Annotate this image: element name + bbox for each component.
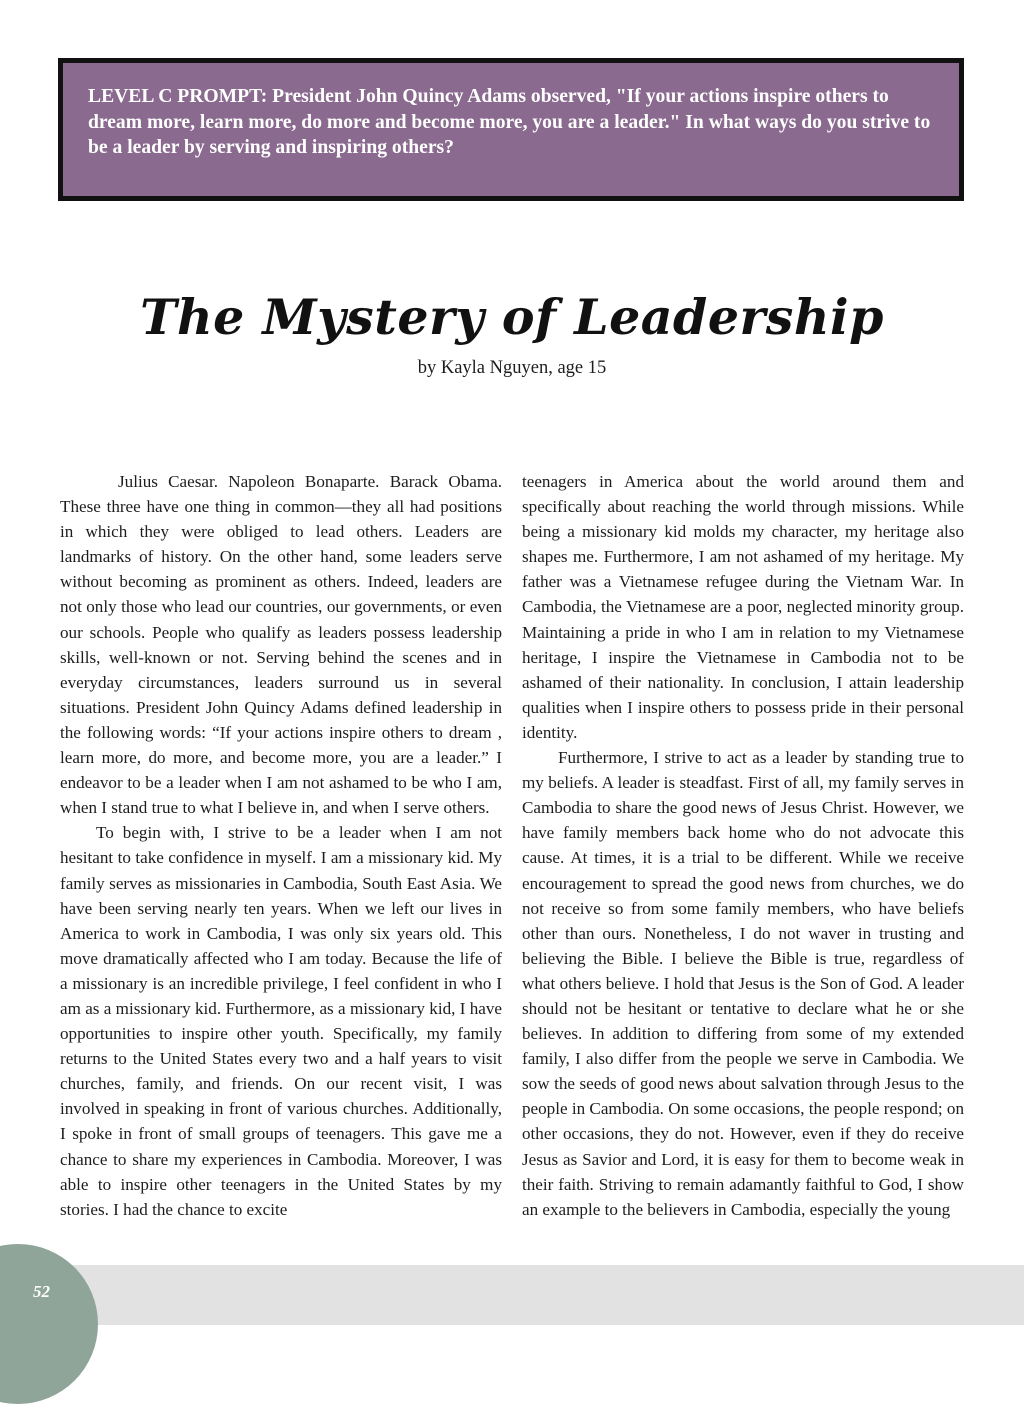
footer-bar bbox=[0, 1265, 1024, 1325]
paragraph-intro: Julius Caesar. Napoleon Bonaparte. Barack Obama. These three have one thing in common—they all had positions in which they were obliged to lead others. Leaders are landmarks of history. On the other hand, some leaders serve without becoming as prominent as others. Indeed, leaders are not only those who lead our countries, our governments, or even our schools. People who qualify as leaders possess leadership skills, well-known or not. Serving behind the scenes and in everyday circumstances, leaders surround us in several situations. President John Quincy Adams defined leadership in the following words: “If your actions inspire others to dream , learn more, do more, and become more, you are a leader.” I endeavor to be a leader when I am not ashamed to be who I am, when I stand true to what I believe in, and when I serve others. bbox=[60, 472, 502, 818]
prompt-box bbox=[58, 58, 964, 201]
left-column bbox=[60, 469, 502, 1222]
prompt-text: LEVEL C PROMPT: President John Quincy Adams observed, "If your actions inspire others to dream more, learn more, do more and become more, you are a leader." In what ways do you strive to be a leader by serving and inspiring others? bbox=[88, 86, 931, 158]
page-number: 52 bbox=[33, 1282, 50, 1301]
paragraph-confidence: To begin with, I strive to be a leader when I am not hesitant to take confidence in myself. I am a missionary kid. My family serves as missionaries in Cambodia, South East Asia. We have been serving nearly ten years. When we left our lives in America to work in Cambodia, I was only six years old. This move dramatically affected who I am today. Because the life of a missionary is an incredible privilege, I feel confident in who I am as a missionary kid. Furthermore, as a missionary kid, I have opportunities to inspire other youth. Specifically, my family returns to the United States every two and a half years to visit churches, family, and friends. On our recent visit, I was involved in speaking in front of various churches. Additionally, I spoke in front of small groups of teenagers. This gave me a chance to share my experiences in Cambodia. Moreover, I was able to inspire other teenagers in the United States by my stories. I had the chance to excite bbox=[60, 823, 502, 1219]
paragraph-beliefs: Furthermore, I strive to act as a leader by standing true to my beliefs. A leader is steadfast. First of all, my family serves in Cambodia to share the good news of Jesus Christ. However, we have family members back home who do not advocate this cause. At times, it is a trial to be different. While we receive encouragement to spread the good news from churches, we do not receive so from some family members, who have beliefs other than ours. Nonetheless, I do not waver in trusting and believing the Bible. I believe the Bible is true, regardless of what others believe. I hold that Jesus is the Son of God. A leader should not be hesitant or tentative to declare what he or she believes. In addition to differing from some of my extended family, I also differ from the people we serve in Cambodia. We sow the seeds of good news about salvation through Jesus to the people in Cambodia. On some occasions, the people respond; on other occasions, they do not. However, even if they do receive Jesus as Savior and Lord, it is easy for them to become weak in their faith. Striving to remain adamantly faithful to God, I show an example to the believers in Cambodia, especially the young bbox=[522, 748, 964, 1219]
paragraph-heritage: teenagers in America about the world around them and specifically about reaching the world through missions. While being a missionary kid molds my character, my heritage also shapes me. Furthermore, I am not ashamed of my heritage. My father was a Vietnamese refugee during the Vietnam War. In Cambodia, the Vietnamese are a poor, neglected minority group. Maintaining a pride in who I am in relation to my Vietnamese heritage, I inspire the Vietnamese in Cambodia not to be ashamed of their nationality. In conclusion, I attain leadership qualities when I inspire others to possess pride in their personal identity. bbox=[522, 472, 964, 742]
article-title: The Mystery of Leadership bbox=[140, 288, 884, 346]
article-byline: by Kayla Nguyen, age 15 bbox=[417, 358, 607, 378]
right-column bbox=[522, 469, 964, 1222]
